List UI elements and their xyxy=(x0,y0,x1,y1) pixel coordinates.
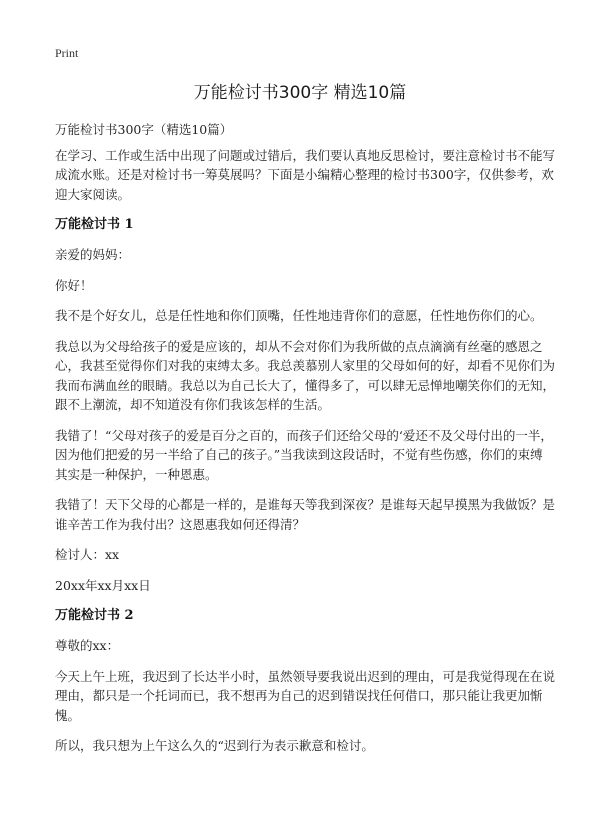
greeting: 亲爱的妈妈： xyxy=(55,247,131,262)
paragraph: 我不是个好女儿，总是任性地和你们顶嘴，任性地违背你们的意愿，任性地伤你们的心。 xyxy=(55,308,543,323)
subtitle: 万能检讨书300字（精选10篇） xyxy=(55,122,233,137)
print-link[interactable]: Print xyxy=(55,46,79,60)
paragraph: 我错了！“父母对孩子的爱是百分之百的，而孩子们还给父母的‘爱还不及父母付出的一半，因为他们把爱的另一半给了自己的孩子。”当我读到这段话时，不觉有些伤感，你们的束缚其实是一种保护，一种恩惠。 xyxy=(55,427,553,482)
paragraph: 所以，我只想为上午这么久的“迟到行为表示歉意和检讨。 xyxy=(55,738,374,753)
page-title: 万能检讨书300字 精选10篇 xyxy=(193,83,407,103)
date: 20xx年xx月xx日 xyxy=(55,577,151,593)
greeting: 尊敬的xx： xyxy=(55,638,120,653)
document-body xyxy=(55,120,555,767)
salutation: 你好！ xyxy=(55,277,93,293)
signer: 检讨人：xx xyxy=(55,547,120,562)
paragraph: 我错了！天下父母的心都是一样的，是谁每天等我到深夜？是谁每天起早摸黑为我做饭？是谁辛苦工作为我付出？这恩惠我如何还得清？ xyxy=(55,497,556,532)
paragraph: 我总以为父母给孩子的爱是应该的，却从不会对你们为我所做的点点滴滴有丝毫的感恩之心，我甚至觉得你们对我的束缚太多。我总羡慕别人家里的父母如何的好，却看不见你们为我而布满血丝的眼睛。我总以为自己长大了，懂得多了，可以肆无忌惮地嘲笑你们的无知，跟不上潮流，却不知道没有你们我该怎样的生活。 xyxy=(55,338,556,412)
section-heading-2: 万能检讨书 2 xyxy=(55,608,134,623)
section-heading-1: 万能检讨书 1 xyxy=(55,217,134,232)
paragraph: 今天上午上班，我迟到了长达半小时，虽然领导要我说出迟到的理由，可是我觉得现在在说理由，都只是一个托词而已，我不想再为自己的迟到错误找任何借口，那只能让我更加惭愧。 xyxy=(55,668,556,723)
intro-paragraph: 在学习、工作或生活中出现了问题或过错后，我们要认真地反思检讨，要注意检讨书不能写成流水账。还是对检讨书一筹莫展吗？下面是小编精心整理的检讨书300字，仅供参考，欢迎大家阅读。 xyxy=(55,147,556,202)
